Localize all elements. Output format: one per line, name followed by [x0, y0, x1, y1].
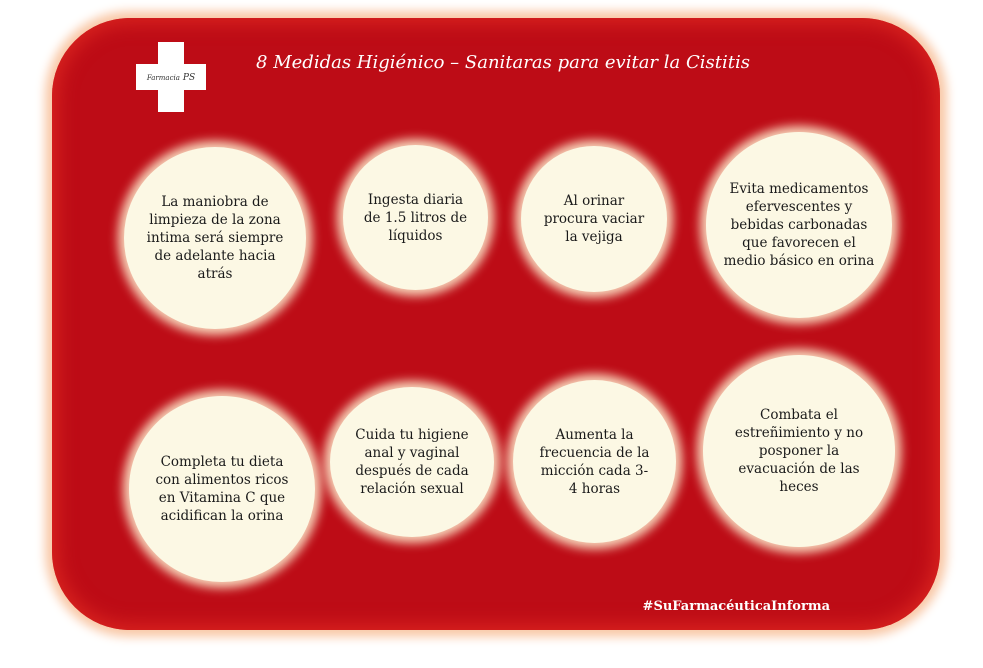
measure-circle-6: Cuida tu higiene anal y vaginal después de cada relación sexual — [330, 387, 494, 537]
measure-circle-7: Aumenta la frecuencia de la micción cada 3-4 horas — [513, 380, 676, 543]
measure-circle-4: Evita medicamentos efervescentes y bebidas carbonadas que favorecen el medio básico en orina — [706, 132, 892, 318]
logo-label — [136, 68, 206, 88]
measure-circle-1: La maniobra de limpieza de la zona intima será siempre de adelante hacia atrás — [124, 147, 306, 329]
measure-circle-5: Completa tu dieta con alimentos ricos en Vitamina C que acidifican la orina — [129, 396, 315, 582]
logo-initials: PS — [182, 73, 196, 83]
measure-circle-3: Al orinar procura vaciar la vejiga — [521, 146, 667, 292]
hashtag-footer: #SuFarmacéuticaInforma — [642, 599, 830, 614]
pharmacy-cross-logo — [136, 42, 206, 112]
logo-text: Farmacia — [146, 74, 180, 82]
page-title: 8 Medidas Higiénico – Sanitaras para evitar la Cistitis — [256, 52, 750, 73]
measure-circle-8: Combata el estreñimiento y no posponer la evacuación de las heces — [703, 355, 895, 547]
measure-circle-2: Ingesta diaria de 1.5 litros de líquidos — [343, 145, 488, 290]
